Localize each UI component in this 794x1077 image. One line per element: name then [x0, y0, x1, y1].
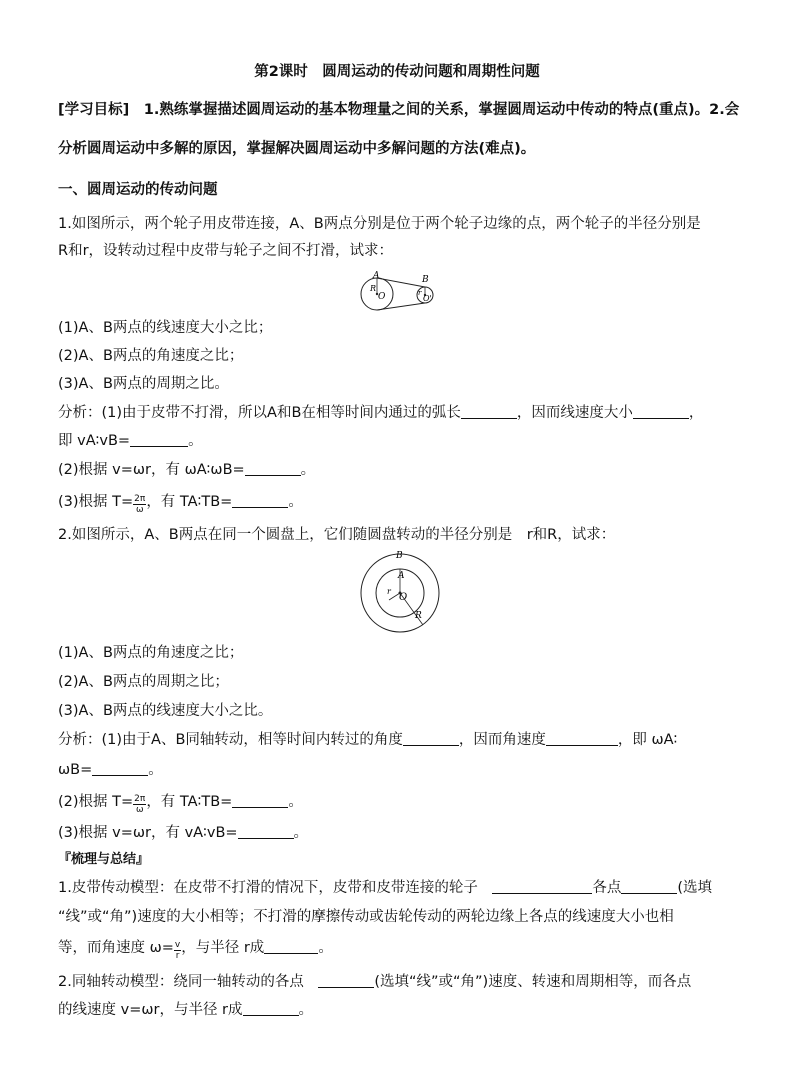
- answer-blank[interactable]: [461, 404, 517, 419]
- q2-item-3: (3)A、B两点的线速度大小之比。: [58, 703, 273, 719]
- q1-analysis-2: (2)根据 v=ωr，有 ωA∶ωB= 。: [58, 462, 316, 478]
- q2-line1: 2.如图所示，A、B两点在同一个圆盘上，它们随圆盘转动的半径分别是 r和R，试求：: [58, 527, 616, 543]
- fig2-label-R: R: [415, 611, 422, 621]
- q1-line2: R和r，设转动过程中皮带与轮子之间不打滑，试求：: [58, 243, 394, 259]
- disc-figure: [355, 548, 445, 638]
- q1-item-2: (2)A、B两点的角速度之比；: [58, 348, 244, 364]
- learning-goals-line2: 分析圆周运动中多解的原因，掌握解决圆周运动中多解问题的方法(难点)。: [58, 141, 536, 157]
- q1-item-3: (3)A、B两点的周期之比。: [58, 376, 229, 392]
- page-title: 第2课时 圆周运动的传动问题和周期性问题: [254, 64, 540, 80]
- answer-blank[interactable]: [130, 432, 188, 447]
- fraction-2pi-over-omega: $\frac{2\pi}{\omega}$: [134, 794, 146, 815]
- fraction-2pi-over-omega: $\frac{2\pi}{\omega}$: [134, 494, 146, 515]
- q1-analysis-3: (3)根据 T= $\frac{2\pi}{\omega}$ ，有 TA∶TB= 。: [58, 494, 303, 515]
- fig2-label-A: A: [398, 571, 405, 581]
- section-heading: 一、圆周运动的传动问题: [58, 182, 218, 198]
- q2-analysis-1b: ωB= 。: [58, 762, 163, 778]
- belt-drive-figure: [355, 268, 445, 314]
- learning-goals-line1: [58, 100, 739, 120]
- answer-blank[interactable]: [243, 1001, 299, 1016]
- answer-blank[interactable]: [245, 461, 301, 476]
- q1-analysis-1: 分析：(1)由于皮带不打滑，所以A和B在相等时间内通过的弧长 ，因而线速度大小 ，: [58, 405, 704, 421]
- fig2-label-B: B: [396, 551, 403, 561]
- answer-blank[interactable]: [492, 879, 592, 894]
- fig2-label-O: O: [399, 592, 408, 603]
- fig1-label-R: R: [370, 284, 377, 293]
- q2-item-2: (2)A、B两点的周期之比；: [58, 674, 229, 690]
- fig2-label-r: r: [387, 587, 391, 596]
- summary-p1-line3: 等，而角速度 ω= $\frac{v}{r}$ ，与半径 r成 。: [58, 940, 333, 961]
- summary-p2-line2: 的线速度 v=ωr，与半径 r成 。: [58, 1002, 314, 1018]
- goals-text-1: 1.熟练掌握描述圆周运动的基本物理量之间的关系，掌握圆周运动中传动的特点(重点)。2.会: [143, 102, 740, 118]
- summary-p1-line2: “线”或“角”)速度的大小相等；不打滑的摩擦传动或齿轮传动的两轮边缘上各点的线速度大小也相: [58, 909, 674, 925]
- answer-blank[interactable]: [403, 731, 459, 746]
- q2-analysis-2: (2)根据 T= $\frac{2\pi}{\omega}$ ，有 TA∶TB= 。: [58, 794, 303, 815]
- answer-blank[interactable]: [318, 973, 374, 988]
- fig1-label-O: O: [378, 292, 386, 302]
- summary-p1-line1: 1.皮带传动模型：在皮带不打滑的情况下，皮带和皮带连接的轮子 各点 (选填: [58, 880, 713, 896]
- answer-blank[interactable]: [546, 731, 618, 746]
- fig1-label-A: A: [373, 271, 380, 281]
- answer-blank[interactable]: [238, 824, 294, 839]
- answer-blank[interactable]: [232, 793, 288, 808]
- q2-analysis-3: (3)根据 v=ωr，有 vA∶vB= 。: [58, 825, 309, 841]
- answer-blank[interactable]: [264, 939, 318, 954]
- fig1-label-r: r: [418, 289, 422, 297]
- goals-label: [学习目标]: [58, 102, 130, 118]
- q1-line1: 1.如图所示，两个轮子用皮带连接，A、B两点分别是位于两个轮子边缘的点，两个轮子的半径分别是: [58, 216, 701, 232]
- q1-analysis-1b: 即 vA∶vB= 。: [58, 433, 203, 449]
- answer-blank[interactable]: [633, 404, 689, 419]
- q2-item-1: (1)A、B两点的角速度之比；: [58, 645, 244, 661]
- q2-analysis-1: 分析：(1)由于A、B同轴转动，相等时间内转过的角度 ，因而角速度 ，即 ωA∶: [58, 732, 678, 748]
- summary-p2-line1: 2.同轴转动模型：绕同一轴转动的各点 (选填“线”或“角”)速度、转速和周期相等，而各点: [58, 974, 692, 990]
- fig1-label-B: B: [422, 275, 429, 285]
- fraction-v-over-r: $\frac{v}{r}$: [174, 940, 181, 961]
- q1-item-1: (1)A、B两点的线速度大小之比；: [58, 320, 273, 336]
- answer-blank[interactable]: [92, 761, 148, 776]
- answer-blank[interactable]: [232, 493, 288, 508]
- summary-heading: 『梳理与总结』: [58, 852, 150, 867]
- fig1-label-O-prime: O': [423, 294, 432, 303]
- answer-blank[interactable]: [621, 879, 677, 894]
